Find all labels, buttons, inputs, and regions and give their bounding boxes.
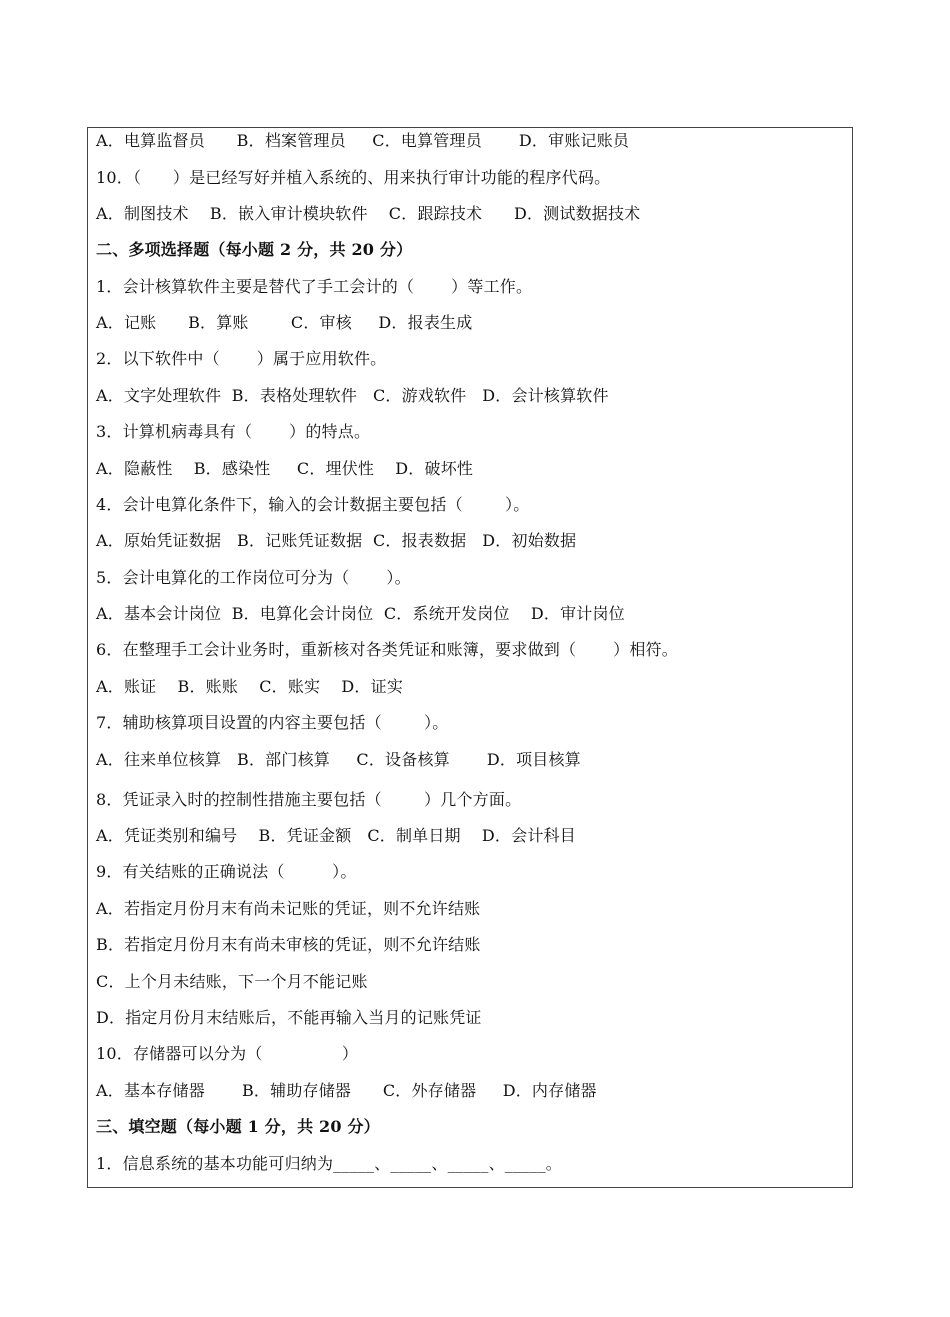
answer-option-line: D．指定月份月末结账后，不能再输入当月的记账凭证 — [96, 1008, 482, 1027]
question-line: 3．计算机病毒具有（ ）的特点。 — [96, 422, 371, 441]
answer-options-line: A．隐蔽性 B．感染性 C．埋伏性 D．破坏性 — [96, 459, 474, 478]
answer-options-line: A．账证 B．账账 C．账实 D．证实 — [96, 677, 404, 696]
answer-options-line: A．文字处理软件 B．表格处理软件 C．游戏软件 D．会计核算软件 — [96, 386, 609, 405]
question-line: 5．会计电算化的工作岗位可分为（ ）。 — [96, 568, 411, 587]
question-line: 4．会计电算化条件下，输入的会计数据主要包括（ ）。 — [96, 495, 530, 514]
question-line: 7．辅助核算项目设置的内容主要包括（ ）。 — [96, 713, 449, 732]
question-line: 1．会计核算软件主要是替代了手工会计的（ ）等工作。 — [96, 277, 533, 296]
answer-options-line: A．往来单位核算 B．部门核算 C．设备核算 D．项目核算 — [96, 750, 581, 769]
fill-in-question-line: 1．信息系统的基本功能可归纳为_____、_____、_____、_____。 — [96, 1154, 562, 1173]
answer-options-line: A．电算监督员 B．档案管理员 C．电算管理员 D．审账记账员 — [96, 131, 630, 150]
answer-options-line: A．凭证类别和编号 B．凭证金额 C．制单日期 D．会计科目 — [96, 826, 576, 845]
answer-options-line: A．记账 B．算账 C．审核 D．报表生成 — [96, 313, 473, 332]
answer-options-line: A．原始凭证数据 B．记账凭证数据 C．报表数据 D．初始数据 — [96, 531, 577, 550]
question-line: 10．存储器可以分为（ ） — [96, 1044, 359, 1063]
question-line: 8．凭证录入时的控制性措施主要包括（ ）几个方面。 — [96, 790, 522, 809]
answer-option-line: B．若指定月份月末有尚未审核的凭证，则不允许结账 — [96, 935, 481, 954]
answer-options-line: A．基本存储器 B．辅助存储器 C．外存储器 D．内存储器 — [96, 1081, 597, 1100]
question-line: 10．（ ）是已经写好并植入系统的、用来执行审计功能的程序代码。 — [96, 168, 611, 187]
answer-option-line: C．上个月未结账，下一个月不能记账 — [96, 972, 368, 991]
question-line: 2．以下软件中（ ）属于应用软件。 — [96, 349, 387, 368]
question-line: 9．有关结账的正确说法（ ）。 — [96, 862, 357, 881]
answer-option-line: A．若指定月份月末有尚未记账的凭证，则不允许结账 — [96, 899, 481, 918]
section-heading: 三、填空题（每小题 1 分，共 20 分） — [96, 1117, 380, 1136]
answer-options-line: A．基本会计岗位 B．电算化会计岗位 C．系统开发岗位 D．审计岗位 — [96, 604, 625, 623]
answer-options-line: A．制图技术 B．嵌入审计模块软件 C．跟踪技术 D．测试数据技术 — [96, 204, 641, 223]
section-heading: 二、多项选择题（每小题 2 分，共 20 分） — [96, 240, 413, 259]
question-line: 6．在整理手工会计业务时，重新核对各类凭证和账簿，要求做到（ ）相符。 — [96, 640, 678, 659]
